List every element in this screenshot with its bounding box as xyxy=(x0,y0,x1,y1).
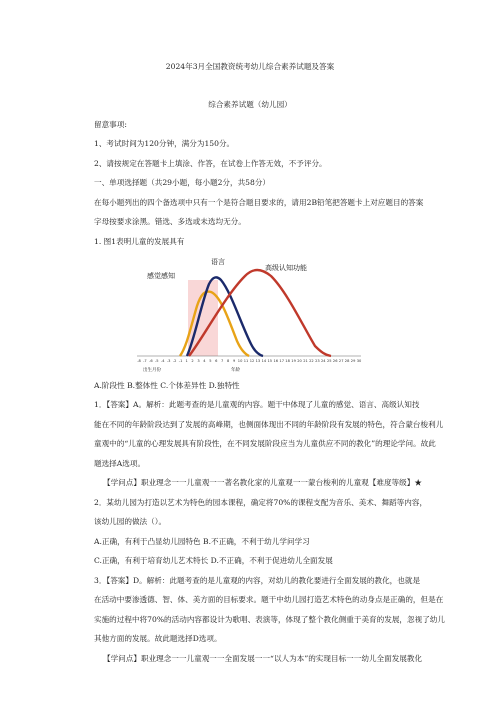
answer-1-line-3: 童观中的“儿童的心理发展具有阶段性，在不同发展阶段应当为儿童供应不同的教化”的理论学问。故此 xyxy=(94,439,436,448)
x-tick-label: -5 xyxy=(155,359,159,363)
answer-2-line-4: 其他方面的发展。故此题选择D选项。 xyxy=(94,634,222,643)
x-tick-label: 6 xyxy=(215,359,218,363)
answer-1-line-2: 能在不同的年龄阶段达到了发展的高峰期，也侧面体现出不同的年龄阶段有发展的特色，符合蒙台梭利儿 xyxy=(94,420,444,429)
document-title: 2024年3月全国教资统考幼儿综合素养试题及答案 xyxy=(165,62,335,71)
answer-2-line-3: 实施的过程中将70%的活动内容都设计为歌唱、表演等，体现了整个教化侧重于美育的发展，忽视了幼儿 xyxy=(94,615,445,624)
x-tick-label: 27 xyxy=(338,359,344,363)
label-birth-month: 出生月份 xyxy=(143,368,161,373)
x-tick-label: 4 xyxy=(203,359,206,363)
x-tick-label: 20 xyxy=(297,359,302,363)
x-tick-label: 19 xyxy=(291,359,296,363)
question-2-stem-line-2: 该幼儿园的做法（）。 xyxy=(94,517,167,526)
x-axis-ticks xyxy=(137,359,362,363)
x-tick-label: 5 xyxy=(209,359,212,363)
x-tick-label: 16 xyxy=(273,359,279,363)
answer-1-line-1: 1．【答案】A。解析：此题考查的是儿童观的内容。题干中体现了儿童的感觉、语言、高级认知技 xyxy=(94,400,420,409)
x-tick-label: 2 xyxy=(191,359,194,363)
notes-heading: 留意事项: xyxy=(94,120,127,129)
question-2-options-cd: C.正确，有利于培育幼儿艺术特长 D.不正确，不利于促进幼儿全面发展 xyxy=(94,556,333,565)
x-tick-label: 1 xyxy=(185,359,188,363)
question-1-stem: 1. 图1表明儿童的发展具有 xyxy=(94,237,185,246)
x-tick-label: -3 xyxy=(166,359,171,363)
question-2-stem-line-1: 2．某幼儿园为打造以艺术为特色的园本课程，确定将70%的课程支配为音乐、美术、舞蹈等内容， xyxy=(94,498,428,507)
x-tick-label: -7 xyxy=(143,359,147,363)
section-heading: 一、单项选择题（共29小题，每小题2分，共58分） xyxy=(94,178,271,187)
x-tick-label: 17 xyxy=(279,359,284,363)
label-cognition: 高级认知功能 xyxy=(265,264,307,272)
x-tick-label: 26 xyxy=(332,359,338,363)
notes-item-1: 1、考试时间为120分钟，满分为150分。 xyxy=(94,139,235,148)
x-tick-label: -1 xyxy=(178,359,183,363)
question-2-options-ab: A.正确，有利于凸显幼儿园特色 B.不正确，不利于幼儿学问学习 xyxy=(94,537,310,546)
x-tick-label: 18 xyxy=(285,359,290,363)
x-tick-label: -6 xyxy=(149,359,153,363)
question-1-options: A.阶段性 B.整体性 C.个体差异性 D.独特性 xyxy=(94,381,240,390)
x-tick-label: 28 xyxy=(344,359,350,363)
x-tick-label: 30 xyxy=(356,359,362,363)
x-tick-label: 29 xyxy=(350,359,356,363)
label-age: 年龄 xyxy=(231,368,240,373)
document-subtitle: 综合素养试题（幼儿园） xyxy=(208,100,292,109)
x-tick-label: 12 xyxy=(249,359,255,363)
answer-1-knowledge: 【学问点】职业理念一一儿童观一一著名教化家的儿童观一一蒙台梭利的儿童观【难度等级】★ xyxy=(103,478,422,487)
x-tick-label: 7 xyxy=(221,359,224,363)
x-tick-label: 25 xyxy=(327,359,332,363)
section-instruction-line-2: 字母按要求涂黑。错选、多选或未选均无分。 xyxy=(94,217,246,226)
x-tick-label: 13 xyxy=(255,359,261,363)
x-tick-label: 24 xyxy=(321,359,326,363)
x-tick-label: 22 xyxy=(309,359,314,363)
development-curves-svg xyxy=(125,246,375,376)
x-tick-label: 15 xyxy=(267,359,273,363)
answer-2-knowledge: 【学问点】职业理念一一儿童观一一全面发展一一“以人为本”的实现目标一一幼儿全面发展教化 xyxy=(103,654,423,663)
x-tick-label: -2 xyxy=(172,359,177,363)
x-tick-label: -4 xyxy=(161,359,165,363)
x-tick-label: 21 xyxy=(303,359,308,363)
label-sense: 感觉感知 xyxy=(147,272,175,280)
notes-item-2: 2、请按规定在答题卡上填涂、作答，在试卷上作答无效，不予评分。 xyxy=(94,159,327,168)
answer-1-line-4: 题选择A选项。 xyxy=(94,459,146,468)
label-language: 语言 xyxy=(211,258,225,266)
x-tick-label: 8 xyxy=(227,359,230,363)
x-tick-label: 23 xyxy=(315,359,320,363)
x-tick-label: 10 xyxy=(237,359,243,363)
x-tick-label: 3 xyxy=(197,359,200,363)
x-tick-label: 9 xyxy=(232,359,236,363)
x-tick-label: -8 xyxy=(137,359,141,363)
answer-2-line-1: 3．【答案】D。解析：此题考查的是儿童观的内容，对幼儿的教化要进行全面发展的教化，也就是 xyxy=(94,576,421,585)
section-instruction-line-1: 在每小题列出的四个备选项中只有一个是符合题目要求的，请用2B铅笔把答题卡上对应题目的答案 xyxy=(94,198,424,207)
x-tick-label: 14 xyxy=(261,359,267,363)
x-tick-label: 11 xyxy=(243,359,249,363)
development-figure xyxy=(125,246,375,376)
answer-2-line-2: 在活动中要渗透德、智、体、美方面的目标要求。题干中幼儿园打造艺术特色的动身点是正确的，但是在 xyxy=(94,595,444,604)
